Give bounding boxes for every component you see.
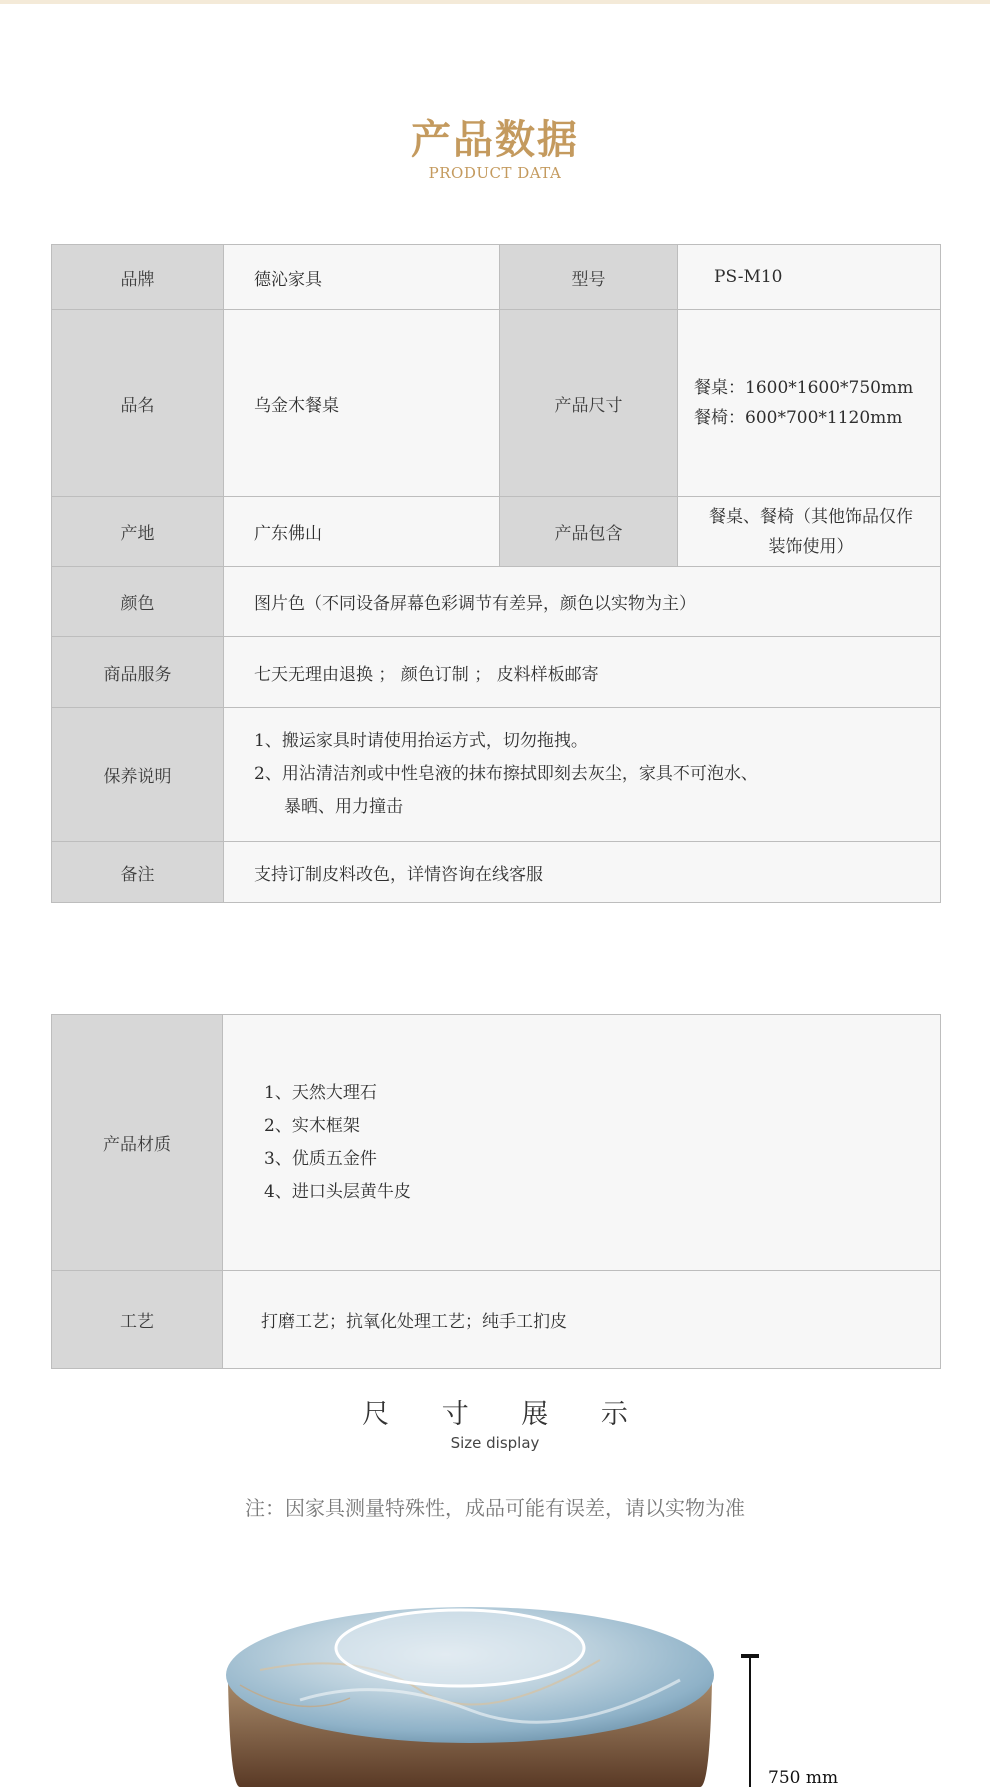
care-line: 暴晒、用力撞击 bbox=[284, 797, 403, 817]
section-subtitle: PRODUCT DATA bbox=[428, 164, 562, 182]
name-value: 乌金木餐桌 bbox=[224, 310, 500, 497]
lazy-susan bbox=[336, 1610, 584, 1686]
contents-value bbox=[678, 497, 941, 567]
size-display-subtitle: Size display bbox=[450, 1434, 540, 1452]
material-line: 2、实木框架 bbox=[264, 1115, 360, 1136]
height-dimension-label: 750 mm bbox=[768, 1768, 839, 1787]
table-row bbox=[52, 310, 941, 497]
model-label: 型号 bbox=[500, 245, 678, 310]
product-photo bbox=[0, 1580, 990, 1787]
table-row bbox=[52, 497, 941, 567]
contents-line: 餐桌、餐椅（其他饰品仅作 bbox=[709, 506, 913, 527]
service-value: 七天无理由退换 ； 颜色订制 ； 皮料样板邮寄 bbox=[224, 637, 941, 708]
table-row bbox=[52, 567, 941, 637]
size-line: 餐桌：1600*1600*750mm bbox=[694, 378, 914, 398]
name-label: 品名 bbox=[52, 310, 224, 497]
size-line: 餐椅：600*700*1120mm bbox=[694, 408, 903, 428]
care-label: 保养说明 bbox=[52, 708, 224, 842]
contents-label: 产品包含 bbox=[500, 497, 678, 567]
size-display-title: 尺 寸 展 示 bbox=[362, 1399, 650, 1430]
remark-value: 支持订制皮料改色，详情咨询在线客服 bbox=[224, 842, 941, 903]
material-value bbox=[223, 1015, 941, 1271]
care-line: 2、用沾清洁剂或中性皂液的抹布擦拭即刻去灰尘，家具不可泡水、 bbox=[254, 764, 758, 784]
table-row bbox=[52, 1271, 941, 1369]
section-title: 产品数据 bbox=[411, 116, 579, 163]
size-value bbox=[678, 310, 941, 497]
brand-value: 德沁家具 bbox=[224, 245, 500, 310]
material-line: 4、进口头层黄牛皮 bbox=[264, 1181, 411, 1202]
size-label: 产品尺寸 bbox=[500, 310, 678, 497]
material-label: 产品材质 bbox=[52, 1015, 223, 1271]
brand-label: 品牌 bbox=[52, 245, 224, 310]
remark-label: 备注 bbox=[52, 842, 224, 903]
product-data-table bbox=[51, 244, 941, 903]
table-row bbox=[52, 842, 941, 903]
material-line: 1、天然大理石 bbox=[264, 1082, 377, 1103]
material-table bbox=[51, 1014, 941, 1369]
table-row bbox=[52, 708, 941, 842]
model-value: PS-M10 bbox=[678, 245, 941, 310]
contents-line: 装饰使用） bbox=[768, 536, 854, 557]
color-value: 图片色（不同设备屏幕色彩调节有差异，颜色以实物为主） bbox=[224, 567, 941, 637]
table-row bbox=[52, 245, 941, 310]
care-line: 1、搬运家具时请使用抬运方式，切勿拖拽。 bbox=[254, 731, 588, 751]
service-label: 商品服务 bbox=[52, 637, 224, 708]
craft-label: 工艺 bbox=[52, 1271, 223, 1369]
material-line: 3、优质五金件 bbox=[264, 1148, 377, 1169]
care-value bbox=[224, 708, 941, 842]
origin-label: 产地 bbox=[52, 497, 224, 567]
color-label: 颜色 bbox=[52, 567, 224, 637]
craft-value: 打磨工艺；抗氧化处理工艺；纯手工扪皮 bbox=[223, 1271, 941, 1369]
origin-value: 广东佛山 bbox=[224, 497, 500, 567]
measurement-note: 注：因家具测量特殊性，成品可能有误差，请以实物为准 bbox=[245, 1496, 745, 1520]
top-decor-strip bbox=[0, 0, 990, 4]
table-row bbox=[52, 637, 941, 708]
table-row bbox=[52, 1015, 941, 1271]
